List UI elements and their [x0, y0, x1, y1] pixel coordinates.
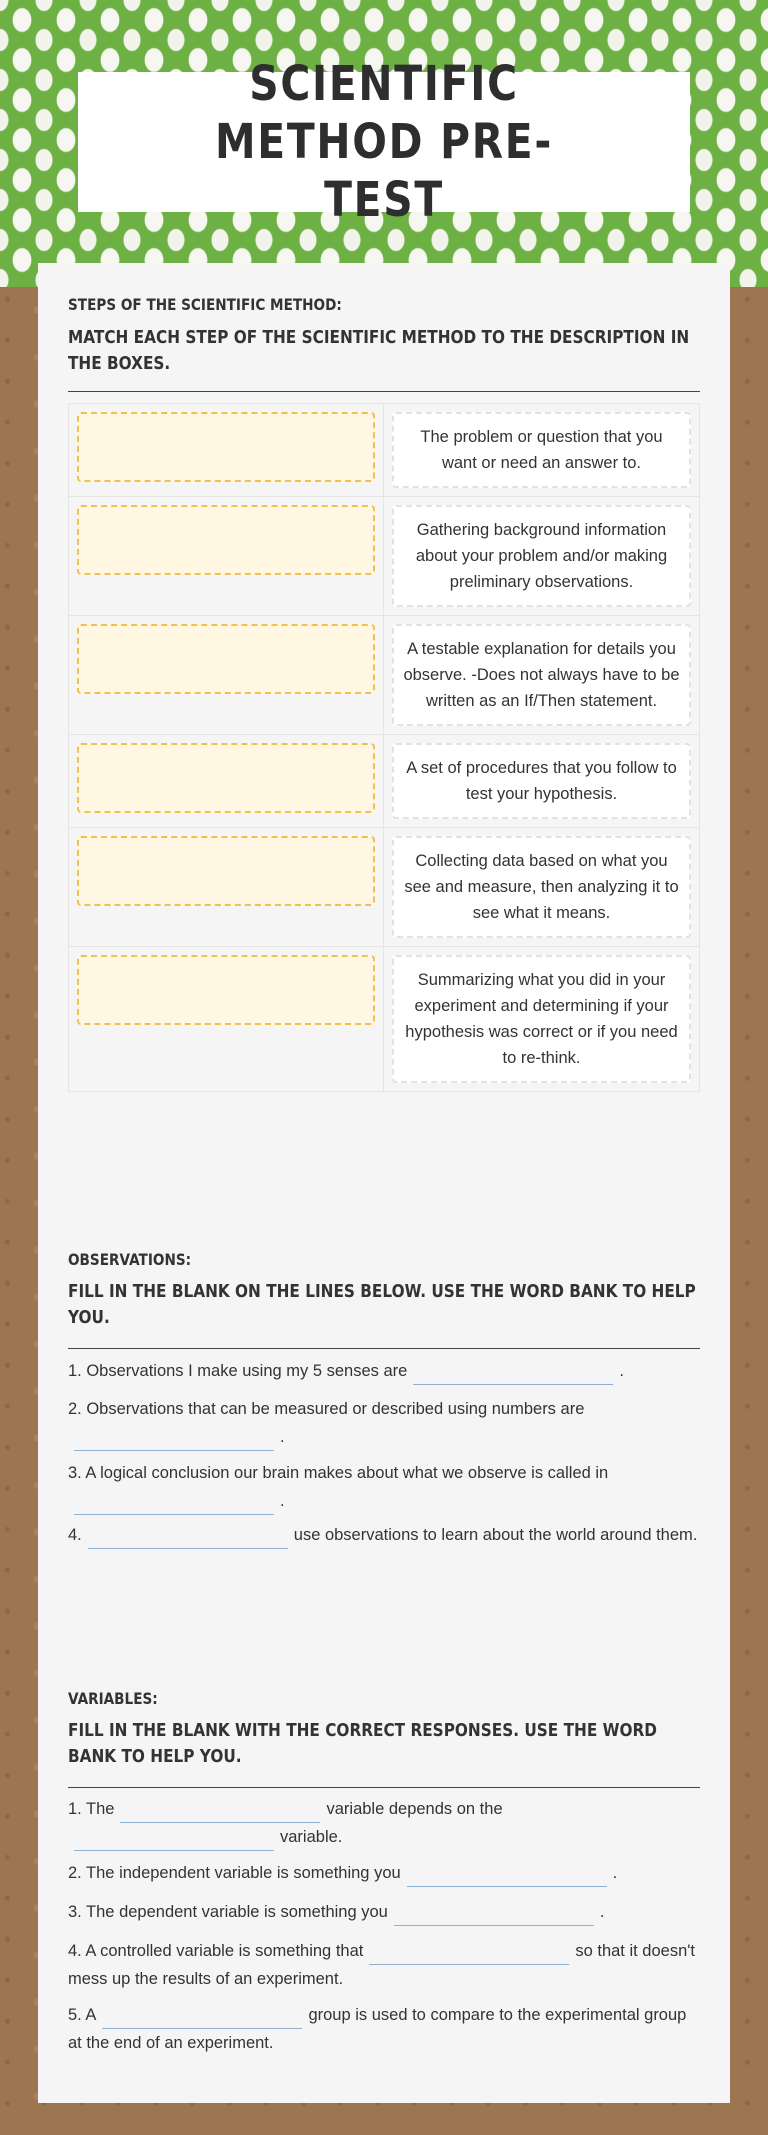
drop-zone[interactable]	[77, 505, 375, 575]
answer-input[interactable]	[120, 1801, 320, 1823]
divider	[68, 1787, 700, 1788]
drop-zone[interactable]	[77, 955, 375, 1025]
answer-input[interactable]	[369, 1943, 569, 1965]
table-row	[69, 616, 699, 735]
table-row	[69, 735, 699, 828]
matching-table	[68, 403, 700, 1092]
description-card[interactable]: Summarizing what you did in your experiment and determining if your hypothesis was correct or if you need to re-think.	[392, 955, 691, 1083]
answer-input[interactable]	[74, 1829, 274, 1851]
observation-question-4: 4. use observations to learn about the world around them.	[68, 1521, 700, 1549]
answer-input[interactable]	[102, 2007, 302, 2029]
answer-input[interactable]	[74, 1493, 274, 1515]
header-banner	[0, 0, 768, 287]
answer-input[interactable]	[394, 1904, 594, 1926]
variable-question-3: 3. The dependent variable is something you .	[68, 1898, 700, 1926]
variables-instruction: FILL IN THE BLANK WITH THE CORRECT RESPONSES. USE THE WORD BANK TO HELP YOU.	[68, 1720, 657, 1767]
table-row	[69, 404, 699, 497]
observation-question-2: 2. Observations that can be measured or described using numbers are .	[68, 1395, 700, 1451]
drop-zone[interactable]	[77, 624, 375, 694]
answer-input[interactable]	[413, 1363, 613, 1385]
variable-question-2: 2. The independent variable is something you .	[68, 1859, 700, 1887]
variable-question-1: 1. The variable depends on the variable.	[68, 1795, 700, 1851]
description-card[interactable]: The problem or question that you want or need an answer to.	[392, 412, 691, 488]
table-row	[69, 947, 699, 1091]
divider	[68, 1348, 700, 1349]
description-card[interactable]: Collecting data based on what you see and measure, then analyzing it to see what it means.	[392, 836, 691, 938]
answer-input[interactable]	[407, 1865, 607, 1887]
description-card[interactable]: A set of procedures that you follow to test your hypothesis.	[392, 743, 691, 819]
table-row	[69, 497, 699, 616]
steps-heading: STEPS OF THE SCIENTIFIC METHOD:	[68, 295, 342, 314]
steps-instruction: MATCH EACH STEP OF THE SCIENTIFIC METHOD TO THE DESCRIPTION IN THE BOXES.	[68, 327, 690, 374]
answer-input[interactable]	[74, 1429, 274, 1451]
page-title: SCIENTIFIC METHOD PRE-TEST	[214, 56, 554, 228]
variable-question-5: 5. A group is used to compare to the experimental group at the end of an experiment.	[68, 2006, 687, 2052]
drop-zone[interactable]	[77, 412, 375, 482]
description-card[interactable]: A testable explanation for details you observe. -Does not always have to be written as an If/Then statement.	[392, 624, 691, 726]
observation-question-1: 1. Observations I make using my 5 senses are .	[68, 1357, 700, 1385]
drop-zone[interactable]	[77, 743, 375, 813]
worksheet-card	[38, 263, 730, 2103]
drop-zone[interactable]	[77, 836, 375, 906]
observations-heading: OBSERVATIONS:	[68, 1250, 192, 1269]
table-row	[69, 828, 699, 947]
observation-question-3: 3. A logical conclusion our brain makes about what we observe is called in .	[68, 1459, 700, 1515]
variables-heading: VARIABLES:	[68, 1689, 158, 1708]
divider	[68, 391, 700, 392]
title-box	[78, 56, 690, 228]
observations-instruction: FILL IN THE BLANK ON THE LINES BELOW. USE THE WORD BANK TO HELP YOU.	[68, 1281, 696, 1328]
answer-input[interactable]	[88, 1527, 288, 1549]
description-card[interactable]: Gathering background information about your problem and/or making preliminary observations.	[392, 505, 691, 607]
variable-question-4: 4. A controlled variable is something that so that it doesn't mess up the results of an experiment.	[68, 1942, 695, 1988]
